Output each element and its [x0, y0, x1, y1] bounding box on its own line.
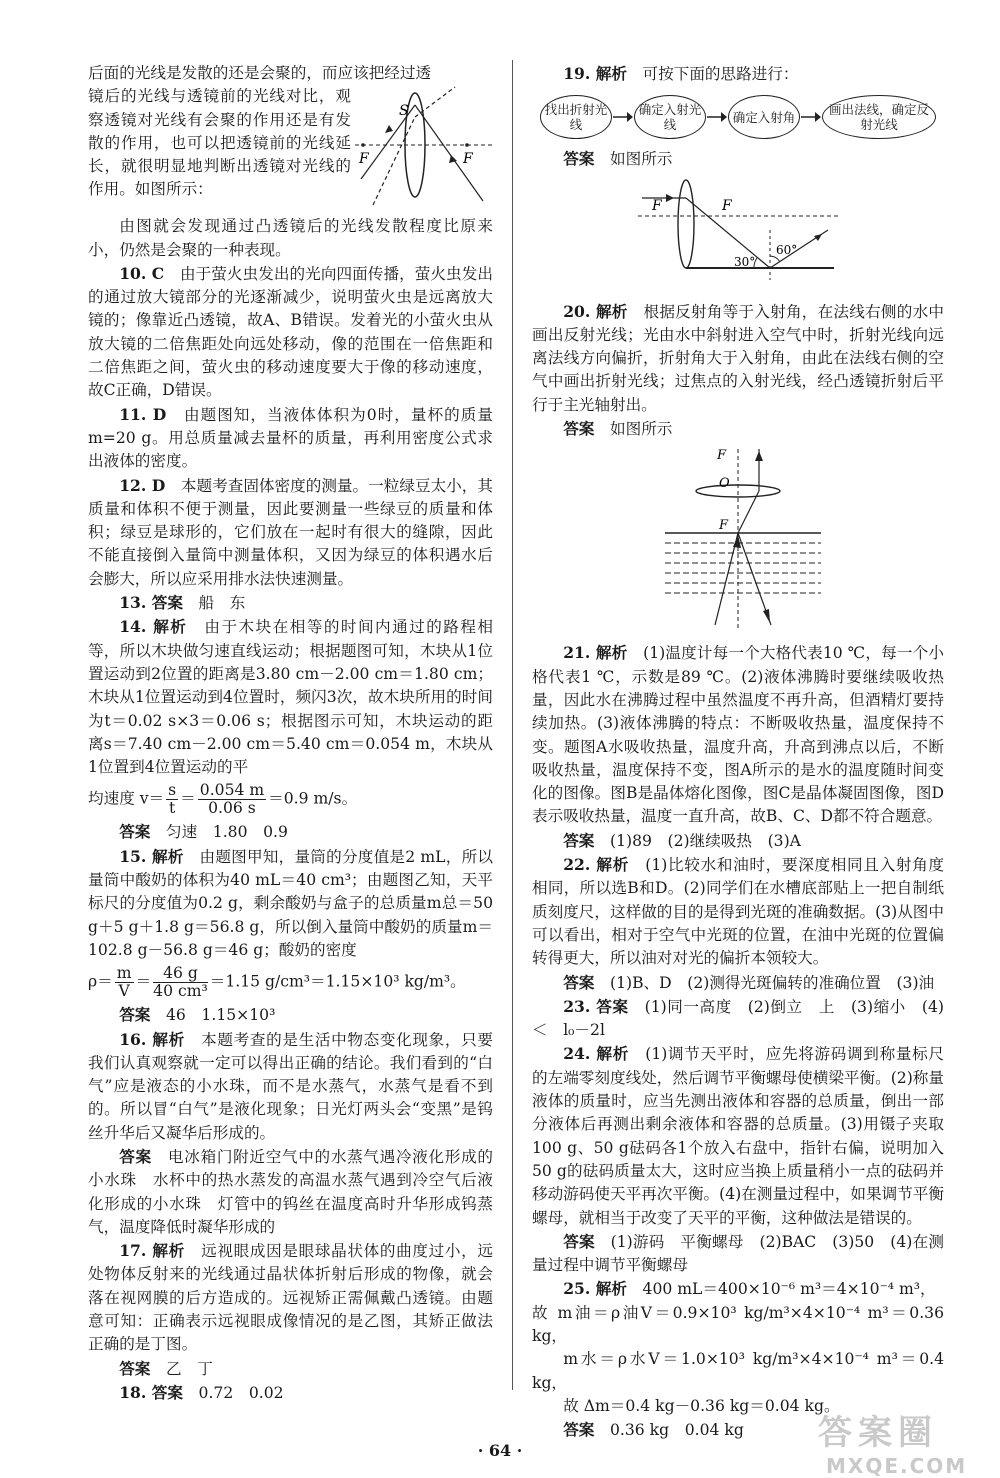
fig20-label-o: O	[719, 476, 730, 492]
flow-step-1: 找出折射光线	[540, 95, 612, 139]
fig19-label-f-left: F	[652, 197, 662, 214]
arrow-right-icon	[706, 110, 728, 124]
refraction-figure-20	[653, 445, 823, 633]
arrow-right-icon	[800, 110, 822, 124]
question-22: 22. 解析 (1)比较水和油时，要深度相同且入射角度相同，所以选B和D。(2)同学们在水槽底部贴上一把自制纸质刻度尺，这样做的目的是得到光斑的准确数据。(3)从图中可以看出，相对于空气中光斑的位置，在油中光斑的位置偏转得更大，所以油对对光的偏折本领较大。	[532, 855, 944, 968]
lens-label-f-right: F	[463, 151, 473, 168]
answer-17: 答案 乙 丁	[119, 1358, 213, 1378]
answer-14: 答案 匀速 1.80 0.9	[119, 822, 288, 842]
question-10: 10. C 由于萤火虫发出的光向四面传播，萤火虫发出的通过放大镜部分的光逐渐减少，说明萤火虫是远离放大镜的；像靠近凸透镜，故A、B错误。发着光的小萤火虫从放大镜的二倍焦距处向远处移动，像的范围在一倍焦距和二倍焦距之间，萤火虫的移动速度要大于像的移动速度，故C正确，D错误。	[88, 263, 493, 400]
lens-label-f-left: F	[359, 151, 369, 168]
fig20-label-f-top: F	[717, 448, 727, 464]
flow-step-3: 确定入射角	[728, 95, 800, 139]
question-20: 20. 解析 根据反射角等于入射角，在法线右侧的水中画出反射光线；光由水中斜射进入空气中时，折射光线向远离法线方向偏折，折射角大于入射角，由此在法线右侧的空气中画出折射光线；过焦点的入射光线，经凸透镜折射后平行于主光轴射出。	[532, 301, 944, 414]
question-11: 11. D 由题图知，当液体体积为0时，量杯的质量m=20 g。用总质量减去量杯的质量，再利用密度公式求出液体的密度。	[88, 404, 493, 471]
question-23: 23. 答案 (1)同一高度 (2)倒立 上 (3)缩小 (4)＜ l₀－2l	[532, 996, 944, 1040]
question-25: 25. 解析 400 mL＝400×10⁻⁶ m³＝4×10⁻⁴ m³，	[563, 1279, 936, 1299]
paragraph: 镜后的光线与透镜前的光线对比，观察透镜对光线有会聚的作用还是有发散的作用，也可以把透镜前的光线延长，就很明显地判断出透镜对光线的作用。如图所示：	[88, 87, 351, 199]
answer-25: 答案 0.36 kg 0.04 kg	[563, 1420, 744, 1440]
convex-lens-figure	[355, 85, 493, 215]
question-18: 18. 答案 0.72 0.02	[119, 1382, 284, 1402]
question-15: 15. 解析 由题图甲知，量筒的分度值是2 mL，所以量筒中酸奶的体积为40 mL＝40 cm³；由题图乙知，天平标尺的分度值为0.2 g，剩余酸奶与盒子的总质量m总＝50 g＋5 g＋1.8 g＝56.8 g，所以倒入量筒中酸奶的质量m＝102.8 g－56.8 g＝46 g；酸奶的密度	[88, 846, 493, 959]
fig19-angle-60: 60°	[776, 242, 798, 257]
formula-line: 故 m油＝ρ油V＝0.9×10³ kg/m³×4×10⁻⁴ m³＝0.36 kg，	[532, 1303, 944, 1345]
answer-24: 答案 (1)游码 平衡螺母 (2)BAC (3)50 (4)在测量过程中调节平衡螺母	[532, 1231, 944, 1275]
formula-density: ρ＝ $\frac{m}{V}$ ＝ $\frac{46 g}{\text{40 cm³}}$ ＝1.15 g/cm³＝1.15×10³ kg/m³。	[88, 964, 466, 1001]
answer-16: 答案 电冰箱门附近空气中的水蒸气遇冷液化形成的小水珠 水杯中的热水蒸发的高温水蒸气遇到冷空气后液化形成的小水珠 灯管中的钨丝在温度高时升华形成钨蒸气，温度降低时凝华形成的	[88, 1146, 493, 1236]
watermark-text: 答案圈	[818, 1413, 938, 1453]
question-16: 16. 解析 本题考查的是生活中物态变化现象，只要我们认真观察就一定可以得出正确的结论。我们看到的“白气”应是液态的小水珠，而不是水蒸气，水蒸气是看不到的。所以冒“白气”是液化现象；日光灯两头会“变黑”是钨丝升华后又凝华后形成的。	[88, 1029, 493, 1142]
answer-15: 答案 46 1.15×10³	[119, 1005, 276, 1025]
watermark-url: MXQE.COM	[826, 1454, 968, 1478]
watermark	[818, 1405, 967, 1478]
column-divider	[512, 60, 513, 1390]
reflection-figure-19	[638, 178, 838, 286]
lens-label-s: S	[399, 103, 409, 120]
formula-line: m水＝ρ水V＝1.0×10³ kg/m³×4×10⁻⁴ m³＝0.4 kg，	[532, 1350, 944, 1392]
right-column	[532, 62, 944, 1442]
question-14: 14. 解析 由于木块在相等的时间内通过的路程相等，所以木块做匀速直线运动；根据题图可知，木块从1位置运动到2位置的距离是3.80 cm－2.00 cm＝1.80 cm；木块从1位置运动到4位置时，频闪3次，故木块所用的时间为t＝0.02 s×3＝0.06 s；根据图示可知，木块运动的距离s＝7.40 cm－2.00 cm＝5.40 cm＝0.054 m，木块从1位置到4位置运动的平	[88, 617, 493, 777]
answer-19: 答案 如图所示	[563, 149, 673, 169]
fig19-angle-30: 30°	[734, 254, 756, 269]
fig19-label-f-right: F	[722, 197, 732, 214]
formula-line: 故 Δm＝0.4 kg－0.36 kg＝0.04 kg。	[563, 1396, 840, 1415]
paragraph: 后面的光线是发散的还是会聚的，而应该把经过透	[88, 64, 432, 82]
answer-21: 答案 (1)89 (2)继续吸热 (3)A	[563, 830, 801, 850]
flowchart	[540, 95, 944, 139]
question-24: 24. 解析 (1)调节天平时，应先将游码调到称量标尺的左端零刻度线处，然后调节平衡螺母使横梁平衡。(2)称量液体的质量时，应当先测出液体和容器的总质量，倒出一部分液体后再测出剩余液体和容器的总质量。(3)用镊子夹取100 g、50 g砝码各1个放入右盘中，指针右偏，说明加入50 g的砝码质量太大，这时应当换上质量稍小一点的砝码并移动游码使天平再次平衡。(4)在测量过程中，如果调节平衡螺母，就相当于改变了天平的平衡，这种做法是错误的。	[532, 1044, 944, 1227]
question-17: 17. 解析 远视眼成因是眼球晶状体的曲度过小，远处物体反射来的光线通过晶状体折射后形成的物像，就会落在视网膜的后方造成的。远视矫正需佩戴凸透镜。由题意可知：正确表示远视眼成像情况的是乙图，其矫正做法正确的是丁图。	[88, 1241, 493, 1354]
flow-step-4: 画出法线，确定反射光线	[822, 95, 936, 139]
left-column	[88, 62, 493, 1405]
question-19: 19. 解析 可按下面的思路进行：	[563, 64, 799, 83]
question-12: 12. D 本题考查固体密度的测量。一粒绿豆太小，其质量和体积不便于测量，因此要测量一些绿豆的质量和体积；绿豆是球形的，它们放在一起时有很大的缝隙，因此不能直接倒入量筒中测量体积，又因为绿豆的体积遇水后会膨大，所以应采用排水法快速测量。	[88, 475, 493, 588]
answer-22: 答案 (1)B、D (2)测得光斑偏转的准确位置 (3)油	[563, 972, 935, 992]
question-13: 13. 答案 船 东	[119, 593, 246, 613]
answer-20: 答案 如图所示	[563, 419, 673, 439]
formula-velocity: 均速度 v＝ $\frac{s}{t}$ ＝ $\frac{0.054 m}{0.06 s}$ ＝0.9 m/s。	[88, 781, 358, 818]
fig20-label-f-bottom: F	[719, 518, 729, 534]
paragraph: 由图就会发现通过凸透镜后的光线发散程度比原来小，仍然是会聚的一种表现。	[88, 217, 493, 259]
arrow-right-icon	[612, 110, 634, 124]
question-21: 21. 解析 (1)温度计每一个大格代表10 ℃，每一个小格代表1 ℃，示数是89 ℃。(2)液体沸腾时要继续吸收热量，因此水在沸腾过程中虽然温度不再升高，但酒精灯要持续加热。(3)液体沸腾的特点：不断吸收热量，温度保持不变。题图A水吸收热量，温度升高，升高到沸点以后，不断吸收热量，温度保持不变，图A所示的是水的温度随时间变化的图像。图B是晶体熔化图像，图C是晶体凝固图像，图D表示吸收热量，温度一直升高，故B、C、D都不符合题意。	[532, 643, 944, 826]
page-number: · 64 ·	[477, 1441, 523, 1460]
flow-step-2: 确定入射光线	[634, 95, 706, 139]
